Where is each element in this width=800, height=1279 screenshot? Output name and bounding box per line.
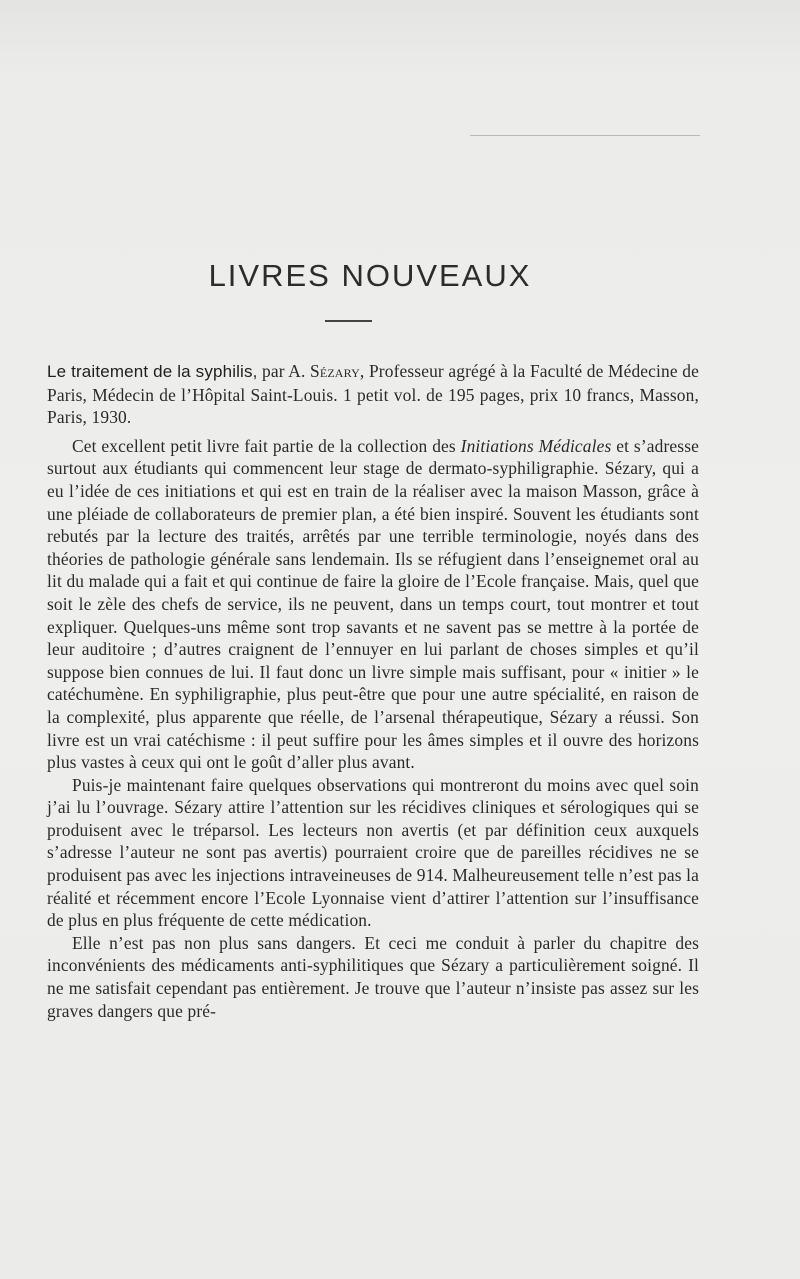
collection-name: Initiations Médicales [460, 435, 612, 456]
book-details: , Professeur agrégé à la Faculté de Médecine de Paris, Médecin de l’Hôpital Saint-Louis. 1 petit vol. de 195 pages, prix 10 francs, Masson, Paris, 1930. [47, 361, 699, 428]
book-entry [47, 360, 699, 429]
paragraph-3: Elle n’est pas non plus sans dangers. Et ceci me conduit à parler du chapitre des inconvénients des médicaments anti-syphilitiques que Sézary a particulièrement soigné. Il ne me satisfait cependant pas entièrement. Je trouve que l’auteur n’insiste pas assez sur les graves dangers que pré- [47, 932, 699, 1021]
heading-rule [325, 320, 372, 322]
paragraph-2: Puis-je maintenant faire quelques observations qui montreront du moins avec quel soin j’ai lu l’ouvrage. Sézary attire l’attention sur les récidives cliniques et sérologiques qui se produisent avec le tréparsol. Les lecteurs non avertis (et par définition ceux auxquels s’adresse l’auteur ne sont pas avertis) pourraient croire que de pareilles récidives ne se produisent pas avec les injections intraveineuses de 914. Malheureusement telle n’est pas la réalité et récemment encore l’Ecole Lyonnaise vient d’attirer l’attention sur l’insuffisance de plus en plus fréquente de cette médication. [47, 774, 699, 931]
top-divider [470, 135, 700, 136]
paragraph-1 [47, 435, 699, 774]
paragraph-1-start: Cet excellent petit livre fait partie de la collection des [72, 435, 461, 456]
page-heading: LIVRES NOUVEAUX [208, 258, 532, 293]
book-author: Sézary [310, 361, 360, 381]
book-title: Le traitement de la syphilis, [47, 362, 258, 381]
paragraph-1-rest: et s’adresse surtout aux étudiants qui commencent leur stage de dermato-syphiligraphie. Sézary, qui a eu l’idée de ces initiations et qui est en train de la réaliser avec la maison Masson, grâce à une pléiade de collaborateurs de premier plan, a été bien inspiré. Souvent les étudiants sont rebutés par la lecture des traités, arrêtés par une terrible terminologie, noyés dans des théories de pathologie générale sans lendemain. Ils se réfugient dans l’enseignemet oral au lit du malade qui a fait et qui continue de faire la gloire de l’Ecole française. Mais, quel que soit le zèle des chefs de service, ils ne peuvent, dans un temps court, tout montrer et tout expliquer. Quelques-uns même sont trop savants et ne savent pas se mettre à la portée de leur auditoire ; d’autres craignent de l’ennuyer en lui parlant de choses simples et qu’il suppose bien connues de lui. Il faut donc un livre simple mais suffisant, pour « initier » le catéchumène. En syphiligraphie, plus peut-être que pour une autre spécialité, en raison de la complexité, plus apparente que réelle, de l’arsenal thérapeutique, Sézary a réussi. Son livre est un vrai catéchisme : il peut suffire pour les âmes simples et il ouvre des horizons plus vastes à ceux qui ont le goût d’aller plus avant. [47, 435, 699, 773]
entry-by: par A. [257, 361, 311, 381]
review-text [47, 360, 699, 1022]
